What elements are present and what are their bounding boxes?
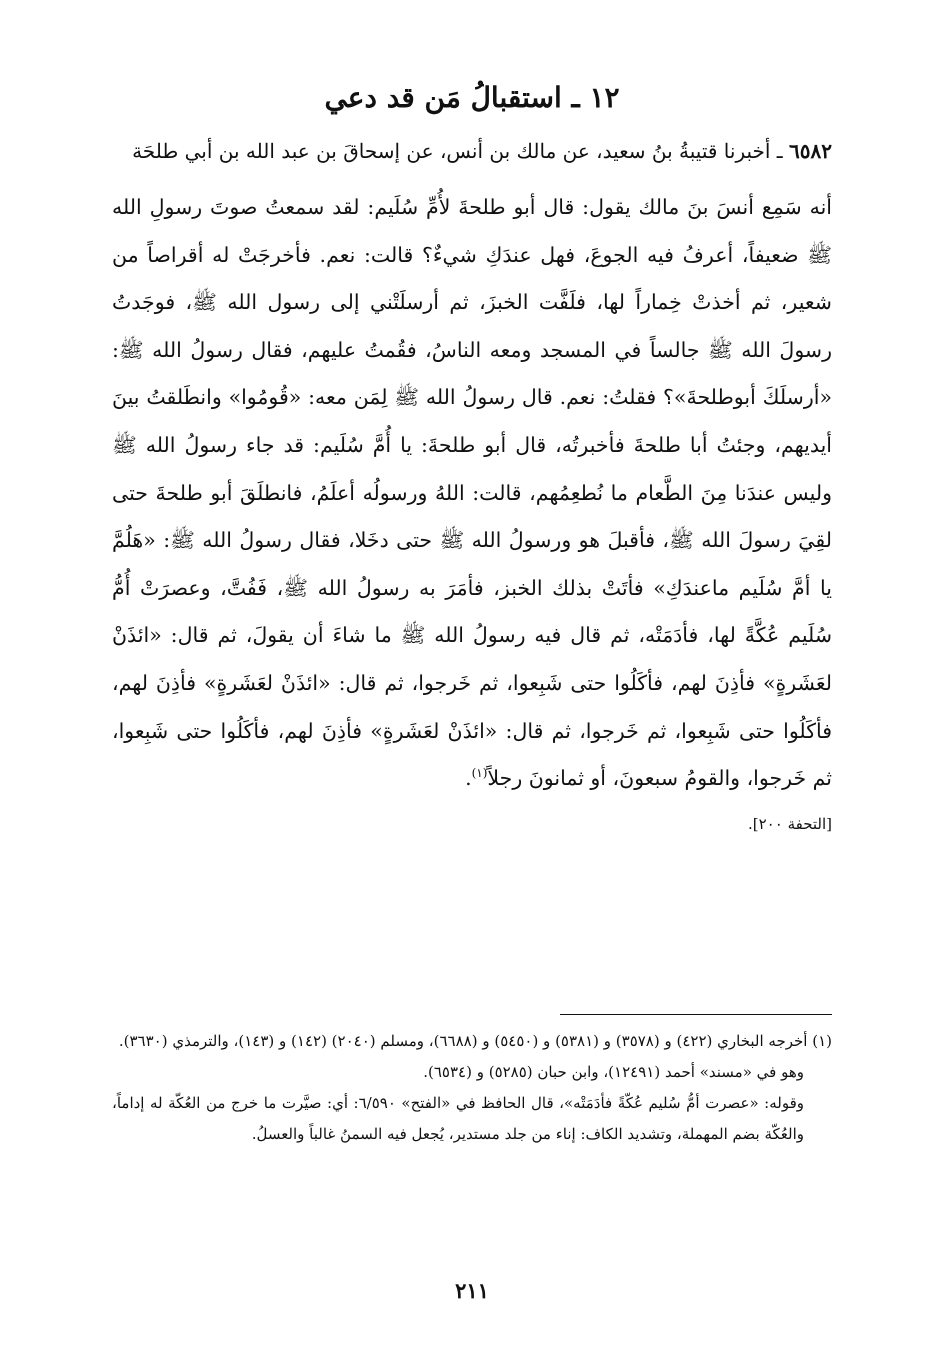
footnote-marker: (١) — [471, 766, 488, 781]
hadith-isnad — [112, 132, 832, 170]
footnotes — [112, 1026, 832, 1150]
book-page — [112, 78, 832, 1328]
hadith-number: ٦٥٨٢ — [789, 139, 832, 163]
footnote-divider — [560, 1014, 832, 1015]
hadith-text-end: . — [465, 766, 472, 791]
hadith-chain: ـ أخبرنا قتيبةُ بنُ سعيد، عن مالك بن أنس، عن إسحاقَ بن عبد الله بن أبي طلحَة — [132, 139, 790, 163]
footnote-2: وهو في «مسند» أحمد (١٢٤٩١)، وابن حبان (٥٢٨٥) و (٦٥٣٤). — [423, 1063, 804, 1081]
hadith-text-block — [112, 184, 832, 803]
footnote-3: وقوله: «عصرت أمُّ سُليم عُكّةً فأدَمَتْه»، قال الحافظ في «الفتح» ٦/٥٩٠: أي: صيَّرت ما خرج من العُكّة له إداماً، والعُكّة بضم المهملة، وتشديد الكاف: إناء من جلد مستدير، يُجعل فيه السمنُ غالباً والعسلُ. — [112, 1094, 804, 1143]
footnote-1: (١) أخرجه البخاري (٤٢٢) و (٣٥٧٨) و (٥٣٨١) و (٥٤٥٠) و (٦٦٨٨)، ومسلم (٢٠٤٠) (١٤٢) و (١٤٣)، والترمذي (٣٦٣٠). — [118, 1032, 832, 1050]
chapter-title: ١٢ ـ استقبالُ مَن قد دعي — [324, 81, 620, 114]
hadith-text: أنه سَمِع أنسَ بنَ مالك يقول: قال أبو طلحةَ لأُمِّ سُلَيم: لقد سمعتُ صوتَ رسولِ الله ﷺ ضعيفاً، أعرفُ فيه الجوعَ، فهل عندَكِ شيءٌ؟ قالت: نعم. فأخرجَتْ له أقراصاً من شعير، ثم أخذتْ خِماراً لها، فلَفَّت الخبزَ، ثم أرسلَتْني إلى رسول الله ﷺ، فوجَدتُ رسولَ الله ﷺ جالساً في المسجد ومعه الناسُ، فقُمتُ عليهم، فقال رسولُ الله ﷺ: «أرسلَكَ أبوطلحةَ»؟ فقلتُ: نعم. قال رسولُ الله ﷺ لِمَن معه: «قُومُوا» وانطَلقتُ بينَ أيديهم، وجئتُ أبا طلحةَ فأخبرتُه، قال أبو طلحةَ: يا أُمَّ سُلَيم: قد جاء رسولُ الله ﷺ وليس عندَنا مِنَ الطَّعام ما نُطعِمُهم، قالت: اللهُ ورسولُه أعلَمُ، فانطلَقَ أبو طلحةَ حتى لقِيَ رسولَ الله ﷺ، فأقبلَ هو ورسولُ الله ﷺ حتى دخَلا، فقال رسولُ الله ﷺ: «هَلُمَّ يا أمَّ سُلَيم ماعندَكِ» فأتَتْ بذلك الخبز، فأمَرَ به رسولُ الله ﷺ، فَفُتَّ، وعصرَتْ أُمُّ سُلَيم عُكَّةً لها، فأدَمَتْه، ثم قال فيه رسولُ الله ﷺ ما شاءَ أن يقولَ، ثم قال: «ائذَنْ لعَشَرةٍ» فأذِنَ لهم، فأكَلُوا حتى شَبِعوا، ثم خَرجوا، ثم قال: «ائذَنْ لعَشَرةٍ» فأذِنَ لهم، فأكَلُوا حتى شَبِعوا، ثم خَرجوا، ثم قال: «ائذَنْ لعَشَرةٍ» فأذِنَ لهم، فأكَلُوا حتى شَبِعوا، ثم خَرجوا، والقومُ سبعونَ، أو ثمانونَ رجلاً — [112, 195, 832, 791]
tuhfa-reference: [التحفة ٢٠٠]. — [748, 814, 832, 833]
page-number: ٢١١ — [455, 1278, 489, 1303]
